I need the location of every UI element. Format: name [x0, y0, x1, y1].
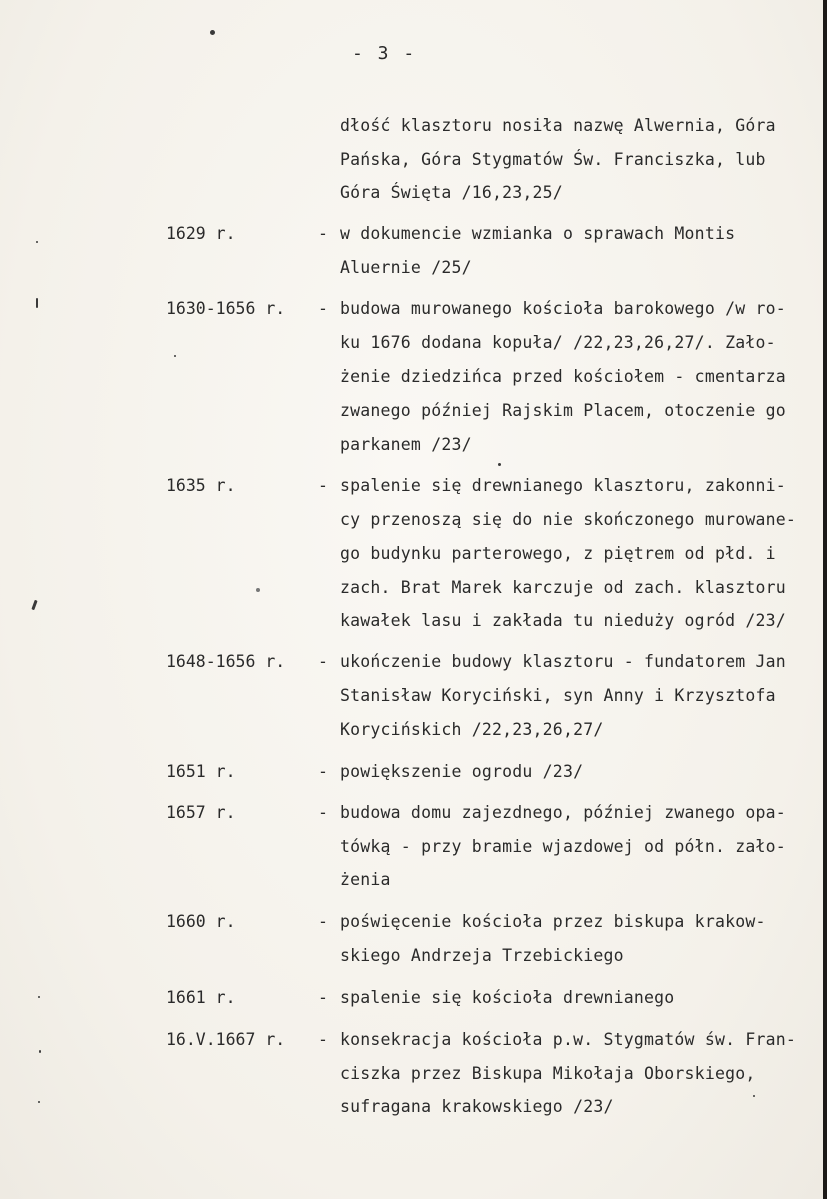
entry-dash: - [318, 762, 328, 781]
entry-line: ku 1676 dodana kopuła/ /22,23,26,27/. Zało- [340, 333, 776, 352]
entry-date: 1651 r. [166, 762, 236, 781]
paper-speck [38, 996, 40, 998]
paper-speck [174, 355, 176, 357]
entry-line: w dokumencie wzmianka o sprawach Montis [340, 224, 736, 243]
entry-line: kawałek lasu i zakłada tu nieduży ogród /23/ [340, 611, 786, 630]
entry-line: tówką - przy bramie wjazdowej od półn. zało- [340, 837, 786, 856]
entry-date: 1629 r. [166, 224, 236, 243]
entry-line: zwanego później Rajskim Placem, otoczenie go [340, 401, 786, 420]
intro-line: Góra Święta /16,23,25/ [340, 183, 563, 202]
entry-dash: - [318, 912, 328, 931]
entry-line: zach. Brat Marek karczuje od zach. klasztoru [340, 578, 786, 597]
paper-speck [36, 241, 38, 243]
entry-line: spalenie się kościoła drewnianego [340, 988, 675, 1007]
entry-line: skiego Andrzeja Trzebickiego [340, 946, 624, 965]
entry-line: ukończenie budowy klasztoru - fundatorem Jan [340, 652, 786, 671]
intro-line: Pańska, Góra Stygmatów Św. Franciszka, lub [340, 150, 766, 169]
entry-line: budowa domu zajezdnego, później zwanego opa- [340, 803, 786, 822]
page-number: - 3 - [352, 43, 417, 64]
entry-date: 1635 r. [166, 476, 236, 495]
entry-line: cy przenoszą się do nie skończonego murowane- [340, 510, 797, 529]
entry-line: Aluernie /25/ [340, 258, 472, 277]
entry-line: ciszka przez Biskupa Mikołaja Oborskiego, [340, 1064, 756, 1083]
entry-line: Korycińskich /22,23,26,27/ [340, 720, 604, 739]
entry-line: parkanem /23/ [340, 435, 472, 454]
entry-date: 1657 r. [166, 803, 236, 822]
entry-date: 1630-1656 r. [166, 299, 286, 318]
entry-dash: - [318, 988, 328, 1007]
entry-dash: - [318, 803, 328, 822]
paper-speck [31, 600, 37, 610]
entry-line: spalenie się drewnianego klasztoru, zakonni- [340, 476, 786, 495]
paper-speck [256, 588, 260, 592]
entry-dash: - [318, 652, 328, 671]
entry-line: żenia [340, 870, 391, 889]
entry-line: żenie dziedzińca przed kościołem - cmentarza [340, 367, 786, 386]
entry-dash: - [318, 476, 328, 495]
entry-line: Stanisław Koryciński, syn Anny i Krzysztofa [340, 686, 776, 705]
entry-dash: - [318, 1030, 328, 1049]
entry-dash: - [318, 299, 328, 318]
entry-line: go budynku parterowego, z piętrem od płd. i [340, 544, 776, 563]
entry-date: 1661 r. [166, 988, 236, 1007]
entry-line: sufragana krakowskiego /23/ [340, 1097, 614, 1116]
entry-dash: - [318, 224, 328, 243]
paper-speck [210, 30, 215, 35]
entry-date: 1648-1656 r. [166, 652, 286, 671]
entry-line: konsekracja kościoła p.w. Stygmatów św. Fran- [340, 1030, 797, 1049]
intro-line: dłość klasztoru nosiła nazwę Alwernia, Góra [340, 116, 776, 135]
entry-line: powiększenie ogrodu /23/ [340, 762, 584, 781]
entry-line: poświęcenie kościoła przez biskupa krakow- [340, 912, 766, 931]
entry-line: budowa murowanego kościoła barokowego /w ro- [340, 299, 786, 318]
paper-speck [36, 298, 38, 308]
paper-speck [38, 1101, 40, 1103]
entry-date: 1660 r. [166, 912, 236, 931]
paper-speck [753, 1095, 755, 1097]
paper-speck [39, 1050, 41, 1053]
paper-speck [498, 463, 501, 466]
entry-date: 16.V.1667 r. [166, 1030, 286, 1049]
